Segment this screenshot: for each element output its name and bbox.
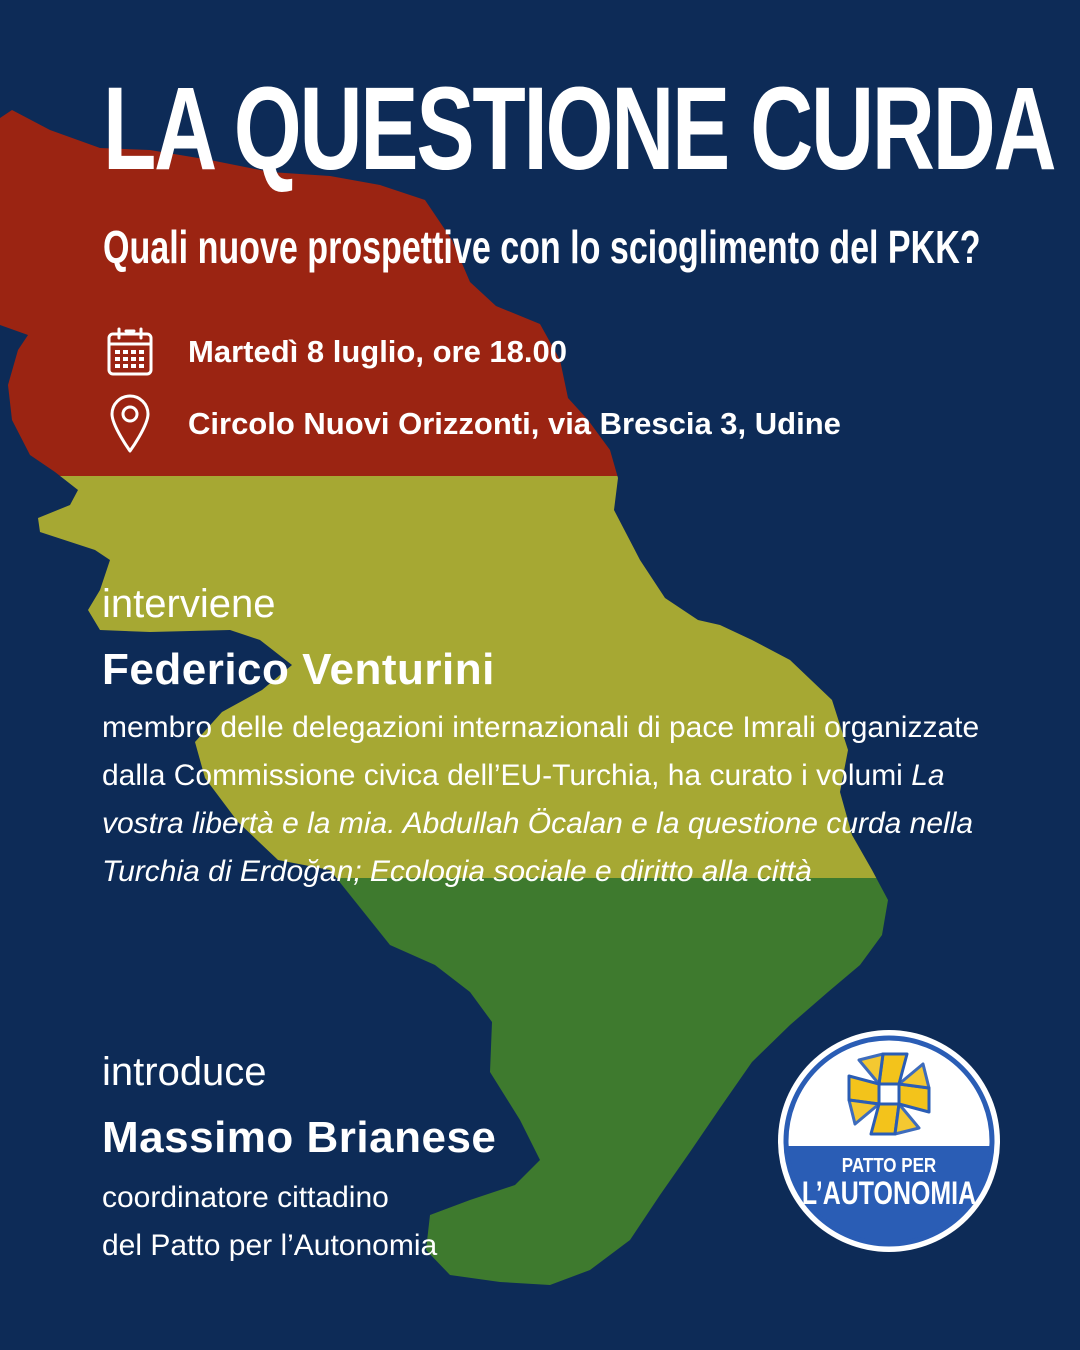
speaker-bio-text: membro delle delegazioni internazionali di pace Imrali organizzate dalla Commissione civica dell’EU-Turchia, ha curato i volumi bbox=[102, 711, 980, 792]
introducer-name: Massimo Brianese bbox=[102, 1113, 497, 1162]
event-date: Martedì 8 luglio, ore 18.00 bbox=[188, 334, 568, 369]
event-title: LA QUESTIONE CURDA bbox=[103, 63, 1055, 195]
logo-text-line1: PATTO PER bbox=[841, 1153, 937, 1177]
event-location-row bbox=[104, 396, 841, 452]
speaker-bio bbox=[102, 704, 1022, 896]
patto-per-autonomia-logo bbox=[778, 1030, 1000, 1252]
speaker-name: Federico Venturini bbox=[102, 645, 495, 694]
calendar-icon bbox=[104, 324, 156, 380]
event-date-row bbox=[104, 324, 568, 380]
map-pin-icon bbox=[104, 396, 156, 452]
speaker-role: interviene bbox=[102, 582, 276, 626]
event-location: Circolo Nuovi Orizzonti, via Brescia 3, Udine bbox=[188, 406, 841, 441]
introducer-bio-line1: coordinatore cittadino bbox=[102, 1181, 389, 1214]
speaker-books: La vostra libertà e la mia. Abdullah Öcalan e la questione curda nella Turchia di Erdoğan; Ecologia sociale e diritto alla città bbox=[102, 759, 974, 888]
introducer-bio-line2: del Patto per l’Autonomia bbox=[102, 1229, 438, 1262]
introducer-role: introduce bbox=[102, 1050, 267, 1094]
event-subtitle: Quali nuove prospettive con lo scioglimento del PKK? bbox=[103, 221, 981, 273]
logo-text-line2: L’AUTONOMIA bbox=[801, 1176, 977, 1212]
